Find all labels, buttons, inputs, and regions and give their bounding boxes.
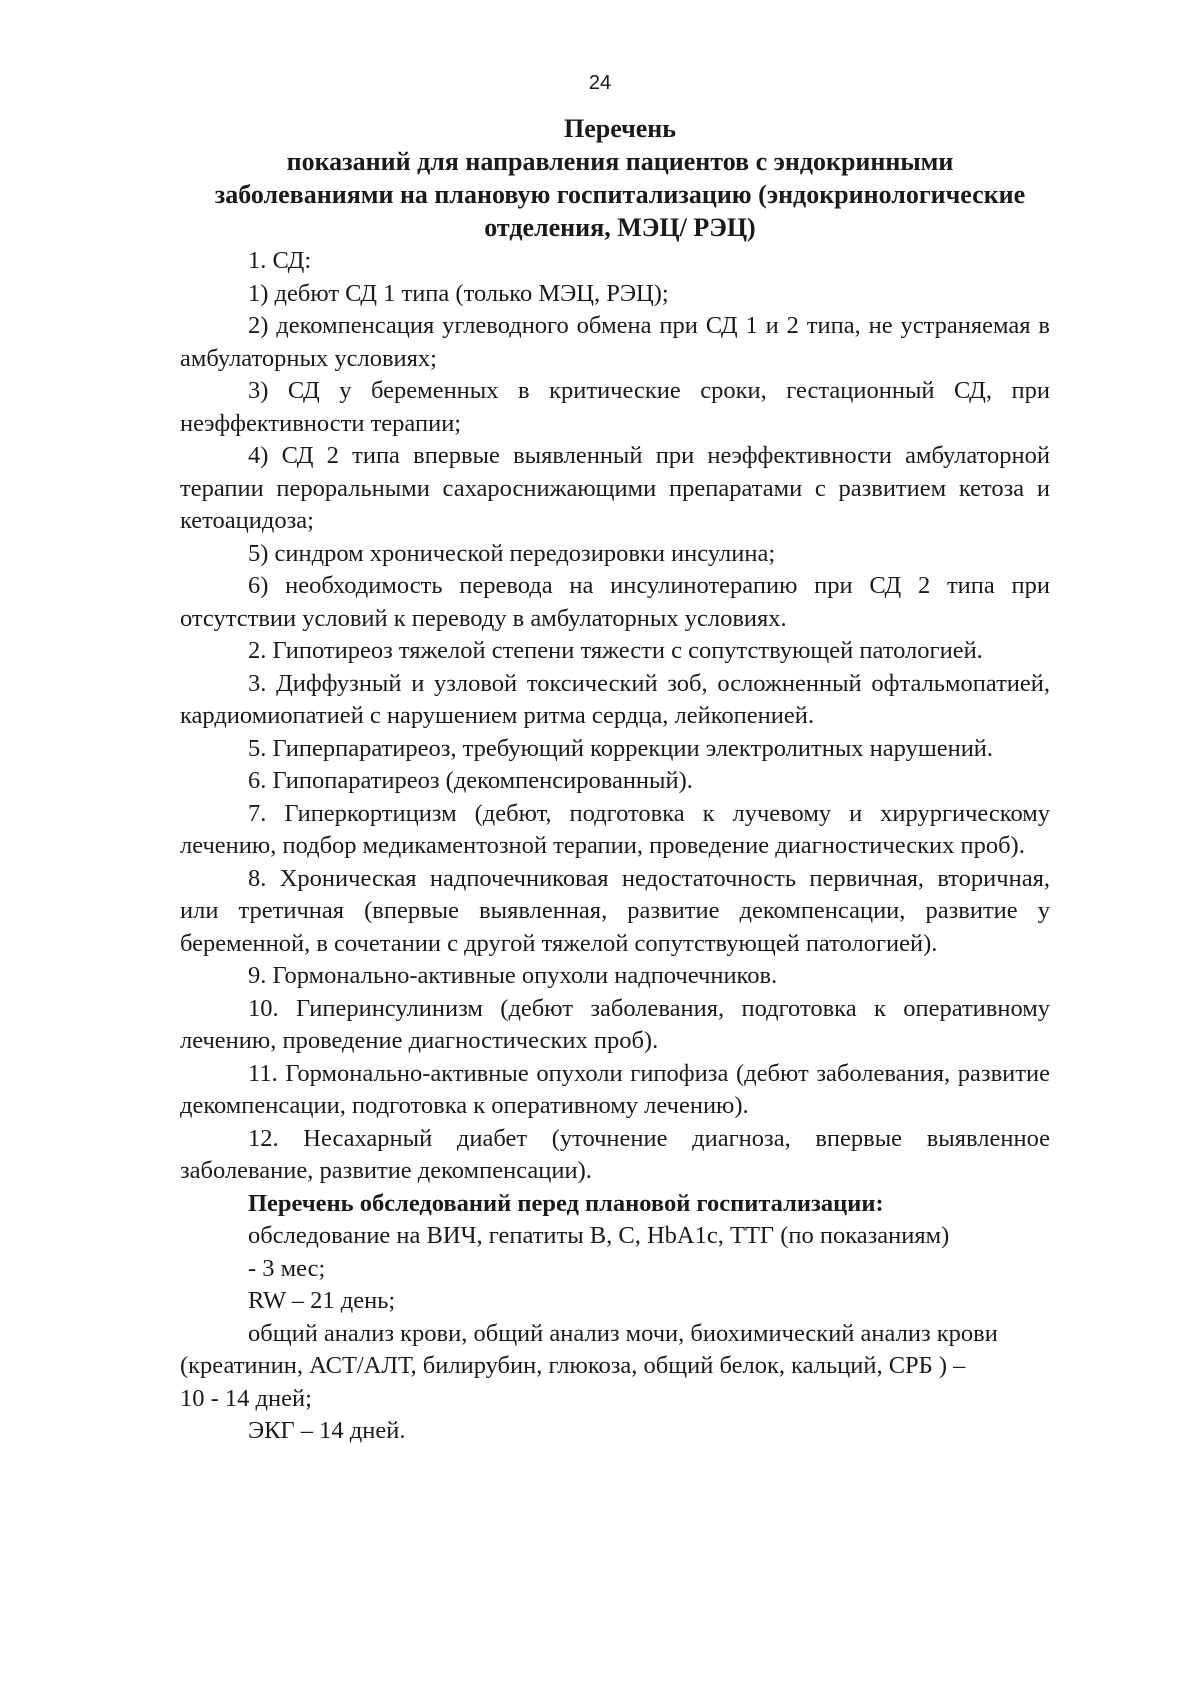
exams-heading: Перечень обследований перед плановой госпитализации: [248, 1189, 884, 1217]
title-line: заболеваниями на плановую госпитализацию (эндокринологические [214, 180, 1026, 209]
sd-item: 6) необходимость перевода на инсулинотерапию при СД 2 типа при отсутствии условий к переводу в амбулаторных условиях. [180, 572, 1050, 632]
page-number: 24 [588, 72, 612, 94]
list-item: 5. Гиперпаратиреоз, требующий коррекции электролитных нарушений. [248, 734, 994, 762]
sd-item: 2) декомпенсация углеводного обмена при СД 1 и 2 типа, не устраняемая в амбулаторных условиях; [180, 312, 1050, 372]
exam-rw: RW – 21 день; [248, 1287, 396, 1314]
list-item: 10. Гиперинсулинизм (дебют заболевания, подготовка к оперативному лечению, проведение диагностических проб). [180, 994, 1050, 1054]
list-item: 12. Несахарный диабет (уточнение диагноза, впервые выявленное заболевание, развитие декомпенсации). [180, 1124, 1050, 1184]
sd-item: 3) СД у беременных в критические сроки, гестационный СД, при неэффективности терапии; [180, 377, 1050, 437]
sd-item: 1) дебют СД 1 типа (только МЭЦ, РЭЦ); [248, 279, 669, 307]
title-line: отделения, МЭЦ/ РЭЦ) [484, 213, 756, 242]
sd-item: 4) СД 2 типа впервые выявленный при неэффективности амбулаторной терапии пероральными сахароснижающими препаратами с развитием кетоза и кетоацидоза; [180, 442, 1050, 534]
list-item: 2. Гипотиреоз тяжелой степени тяжести с сопутствующей патологией. [248, 637, 983, 664]
list-item: 9. Гормонально-активные опухоли надпочечников. [248, 962, 778, 989]
document-title [180, 112, 1060, 244]
document-body [180, 245, 1050, 1448]
sd-item: 5) синдром хронической передозировки инсулина; [248, 539, 776, 567]
exam-hiv-period: - 3 мес; [248, 1254, 326, 1282]
exam-blood-details: (креатинин, АСТ/АЛТ, билирубин, глюкоза, общий белок, кальций, СРБ ) – [180, 1352, 966, 1379]
sd-heading: 1. СД: [248, 247, 312, 274]
exam-blood: общий анализ крови, общий анализ мочи, биохимический анализ крови [248, 1319, 998, 1347]
exam-hiv: обследование на ВИЧ, гепатиты В, С, HbA1c, ТТГ (по показаниям) [248, 1222, 950, 1249]
list-item: 7. Гиперкортицизм (дебют, подготовка к лучевому и хирургическому лечению, подбор медикаментозной терапии, проведение диагностических проб). [180, 799, 1050, 859]
title-line: показаний для направления пациентов с эндокринными [286, 147, 954, 176]
exam-blood-period: 10 - 14 дней; [180, 1384, 312, 1412]
list-item: 11. Гормонально-активные опухоли гипофиза (дебют заболевания, развитие декомпенсации, подготовка к оперативному лечению). [180, 1059, 1050, 1119]
list-item: 6. Гипопаратиреоз (декомпенсированный). [248, 767, 693, 794]
title-line: Перечень [563, 114, 677, 143]
list-item: 3. Диффузный и узловой токсический зоб, осложненный офтальмопатией, кардиомиопатией с нарушением ритма сердца, лейкопенией. [180, 669, 1050, 729]
list-item: 8. Хроническая надпочечниковая недостаточность первичная, вторичная, или третичная (впервые выявленная, развитие декомпенсации, развитие у беременной, в сочетании с другой тяжелой сопутствующей патологией). [180, 864, 1050, 957]
exam-ecg: ЭКГ – 14 дней. [248, 1417, 406, 1444]
